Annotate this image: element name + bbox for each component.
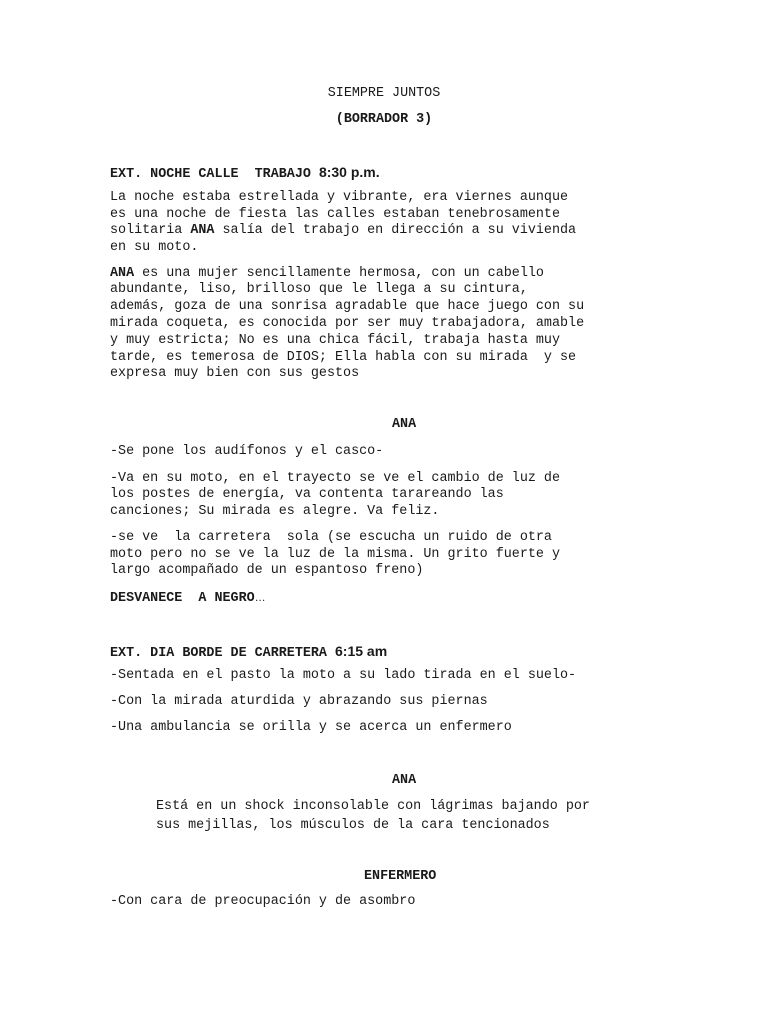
paragraph-line: expresa muy bien con sus gestos xyxy=(110,366,360,381)
paragraph-line: en su moto. xyxy=(110,240,199,255)
character-cue: ENFERMERO xyxy=(364,869,437,884)
scene-heading-1 xyxy=(110,164,380,184)
paragraph-line xyxy=(110,223,576,240)
scene-heading-time: 8:30 p.m. xyxy=(318,164,380,180)
action-line: -Una ambulancia se orilla y se acerca un enfermero xyxy=(110,720,512,735)
text-span: salía del trabajo en dirección a su vivienda xyxy=(214,223,577,238)
action-line: canciones; Su mirada es alegre. Va feliz. xyxy=(110,504,440,519)
action-line: -se ve la carretera sola (se escucha un ruido de otra xyxy=(110,530,552,545)
scene-heading-time: 6:15 am xyxy=(335,643,388,659)
paragraph-line: además, goza de una sonrisa agradable que hace juego con su xyxy=(110,299,585,314)
transition xyxy=(110,590,266,608)
action-line: los postes de energía, va contenta tarareando las xyxy=(110,487,504,502)
action-line: -Va en su moto, en el trayecto se ve el cambio de luz de xyxy=(110,471,560,486)
paragraph-line xyxy=(110,266,544,283)
character-cue: ANA xyxy=(392,773,417,788)
scene-heading-location: EXT. NOCHE CALLE TRABAJO xyxy=(110,167,319,182)
paragraph-line: La noche estaba estrellada y vibrante, era viernes aunque xyxy=(110,190,569,205)
description-line: sus mejillas, los músculos de la cara tencionados xyxy=(156,818,550,833)
paragraph-line: es una noche de fiesta las calles estaban tenebrosamente xyxy=(110,207,560,222)
action-line: -Se pone los audífonos y el casco- xyxy=(110,444,384,459)
transition-ellipsis: … xyxy=(254,592,266,604)
script-title: SIEMPRE JUNTOS xyxy=(327,86,441,101)
paragraph-line: y muy estricta; No es una chica fácil, trabaja hasta muy xyxy=(110,333,560,348)
scene-heading-2 xyxy=(110,643,387,663)
action-line: -Sentada en el pasto la moto a su lado tirada en el suelo- xyxy=(110,668,577,683)
character-cue: ANA xyxy=(392,417,417,432)
paragraph-line: tarde, es temerosa de DIOS; Ella habla con su mirada y se xyxy=(110,350,577,365)
character-name-inline: ANA xyxy=(190,223,215,238)
action-line: -Con cara de preocupación y de asombro xyxy=(110,894,416,909)
scene-heading-location: EXT. DIA BORDE DE CARRETERA xyxy=(110,646,335,661)
action-line: -Con la mirada aturdida y abrazando sus piernas xyxy=(110,694,488,709)
text-span: solitaria xyxy=(110,223,191,238)
description-line: Está en un shock inconsolable con lágrimas bajando por xyxy=(156,799,590,814)
character-name-inline: ANA xyxy=(110,266,135,281)
script-draft-label: (BORRADOR 3) xyxy=(335,112,433,127)
text-span: es una mujer sencillamente hermosa, con un cabello xyxy=(134,266,544,281)
paragraph-line: abundante, liso, brilloso que le llega a su cintura, xyxy=(110,282,528,297)
action-line: moto pero no se ve la luz de la misma. Un grito fuerte y xyxy=(110,547,560,562)
transition-text: DESVANECE A NEGRO xyxy=(110,591,255,606)
action-line: largo acompañado de un espantoso freno) xyxy=(110,563,424,578)
paragraph-line: mirada coqueta, es conocida por ser muy trabajadora, amable xyxy=(110,316,585,331)
